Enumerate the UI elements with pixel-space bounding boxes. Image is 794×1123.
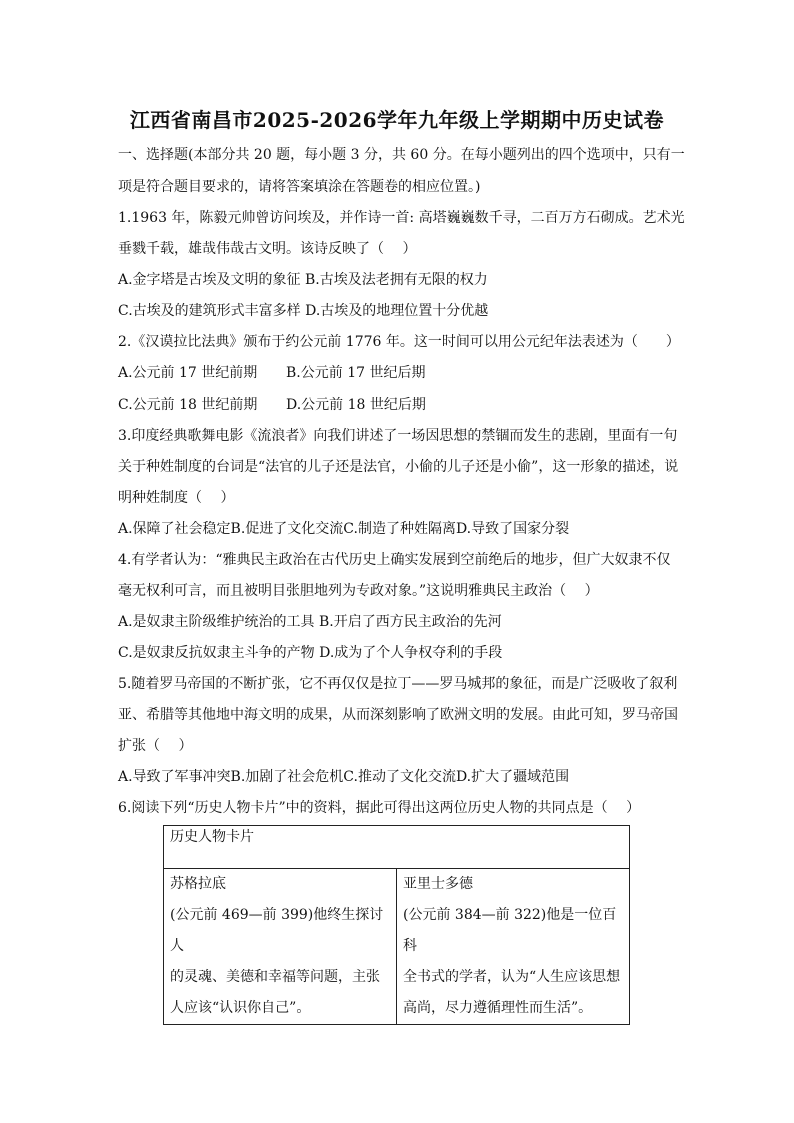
question-3-stem-line-2: 关于种姓制度的台词是“法官的儿子还是法官，小偷的儿子还是小偷”，这一形象的描述，说 <box>118 459 679 475</box>
question-2-option-d: D.公元前 18 世纪后期 <box>286 397 426 413</box>
aristotle-line-1: (公元前 384—前 322)他是一位百科 <box>403 907 617 954</box>
socrates-line-3: 人应该“认识你自己”。 <box>170 1000 311 1016</box>
question-6-stem: 6.阅读下列“历史人物卡片”中的资料，据此可得出这两位历史人物的共同点是（ ） <box>118 800 641 816</box>
question-2-options-row-2 <box>118 396 678 414</box>
question-1-stem-line-1: 1.1963 年，陈毅元帅曾访问埃及，并作诗一首: 高塔巍巍数千寻，二百万方石砌成。艺术光 <box>118 210 685 226</box>
aristotle-name: 亚里士多德 <box>403 876 473 892</box>
card-body-row <box>164 869 630 1025</box>
question-2-stem: 2.《汉谟拉比法典》颁布于约公元前 1776 年。这一时间可以用公元纪年法表述为（ ） <box>118 334 680 350</box>
question-1-options-line-2: C.古埃及的建筑形式丰富多样 D.古埃及的地理位置十分优越 <box>118 303 489 319</box>
card-header: 历史人物卡片 <box>164 826 630 869</box>
card-cell-aristotle <box>397 869 630 1025</box>
card-cell-socrates <box>164 869 397 1025</box>
aristotle-line-3: 高尚，尽力遵循理性而生活”。 <box>403 1000 593 1016</box>
question-4-stem-line-1: 4.有学者认为：“雅典民主政治在古代历史上确实发展到空前绝后的地步，但广大奴隶不仅 <box>118 552 671 568</box>
section-instructions-line-1: 一、选择题(本部分共 20 题，每小题 3 分，共 60 分。在每小题列出的四个选项中，只有一 <box>118 147 685 163</box>
question-4-options-line-1: A.是奴隶主阶级维护统治的工具 B.开启了西方民主政治的先河 <box>118 614 502 630</box>
question-3-stem-line-1: 3.印度经典歌舞电影《流浪者》向我们讲述了一场因思想的禁锢而发生的悲剧，里面有一句 <box>118 428 678 444</box>
question-1-options-line-1: A.金字塔是古埃及文明的象征 B.古埃及法老拥有无限的权力 <box>118 272 488 288</box>
question-4-stem-line-2: 毫无权利可言，而且被明目张胆地列为专政对象。”这说明雅典民主政治（ ） <box>118 583 599 599</box>
exam-title: 江西省南昌市2025-2026学年九年级上学期期中历史试卷 <box>129 108 665 132</box>
question-5-stem-line-1: 5.随着罗马帝国的不断扩张，它不再仅仅是拉丁——罗马城邦的象征，而是广泛吸收了叙利 <box>118 676 678 692</box>
question-3-stem-line-3: 明种姓制度（ ） <box>118 490 235 506</box>
question-3-options: A.保障了社会稳定B.促进了文化交流C.制造了种姓隔离D.导致了国家分裂 <box>118 521 570 537</box>
question-5-options: A.导致了军事冲突B.加剧了社会危机C.推动了文化交流D.扩大了疆域范围 <box>118 769 570 785</box>
question-1-stem-line-2: 垂戮千载，雄哉伟哉古文明。该诗反映了（ ） <box>118 241 417 257</box>
question-2-option-b: B.公元前 17 世纪后期 <box>286 365 426 381</box>
socrates-name: 苏格拉底 <box>170 876 226 892</box>
socrates-line-2: 的灵魂、美德和幸福等问题，主张 <box>170 969 380 985</box>
question-5-stem-line-2: 亚、希腊等其他地中海文明的成果，从而深刻影响了欧洲文明的发展。由此可知，罗马帝国 <box>118 707 678 723</box>
question-2-option-c: C.公元前 18 世纪前期 <box>118 397 258 413</box>
section-instructions-line-2: 项是符合题目要求的，请将答案填涂在答题卷的相应位置。) <box>118 179 481 195</box>
question-2-options-row-1 <box>118 364 678 382</box>
socrates-line-1: (公元前 469—前 399)他终生探讨人 <box>170 907 384 954</box>
question-4-options-line-2: C.是奴隶反抗奴隶主斗争的产物 D.成为了个人争权夺利的手段 <box>118 645 503 661</box>
question-2-option-a: A.公元前 17 世纪前期 <box>118 365 258 381</box>
question-5-stem-line-3: 扩张（ ） <box>118 738 193 754</box>
history-figure-card <box>163 825 630 1025</box>
card-header-row <box>164 826 630 869</box>
aristotle-line-2: 全书式的学者，认为“人生应该思想 <box>403 969 621 985</box>
